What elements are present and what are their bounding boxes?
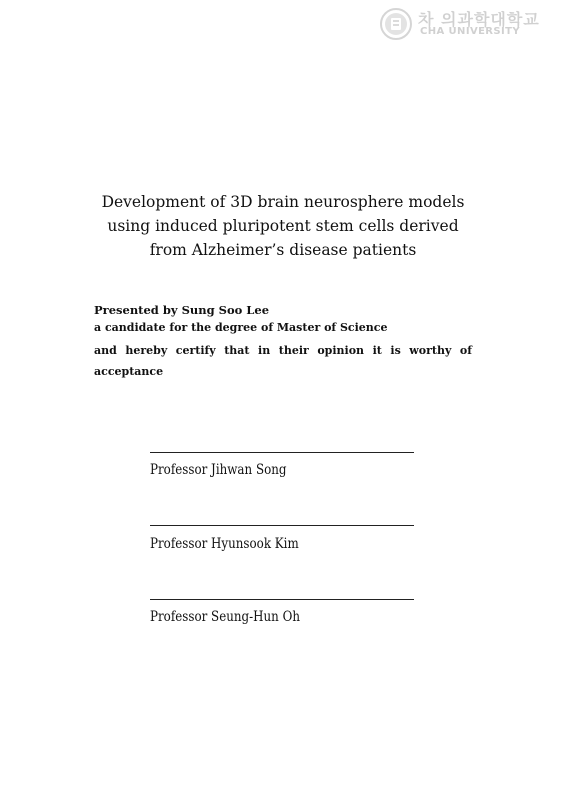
university-seal-icon [380, 8, 412, 40]
signatory-1: Professor Jihwan Song [150, 462, 287, 478]
signatory-2: Professor Hyunsook Kim [150, 536, 299, 552]
title-line-3: from Alzheimer’s disease patients [149, 241, 417, 259]
signature-line-2 [150, 525, 414, 526]
certify-statement: and hereby certify that in their opinion it is worthy of acceptance [94, 344, 472, 378]
signature-line-1 [150, 452, 414, 453]
candidate-statement: a candidate for the degree of Master of Science [94, 321, 388, 334]
signatory-3: Professor Seung-Hun Oh [150, 609, 300, 625]
university-watermark [380, 6, 562, 42]
title-line-1: Development of 3D brain neurosphere models [101, 193, 465, 211]
signature-line-3 [150, 599, 414, 600]
thesis-title [40, 190, 526, 262]
watermark-korean-name: 차 의과학대학교 [418, 10, 540, 29]
watermark-english-name: CHA UNIVERSITY [420, 26, 520, 37]
presented-by: Presented by Sung Soo Lee [94, 303, 270, 317]
title-line-2: using induced pluripotent stem cells derived [107, 217, 459, 235]
